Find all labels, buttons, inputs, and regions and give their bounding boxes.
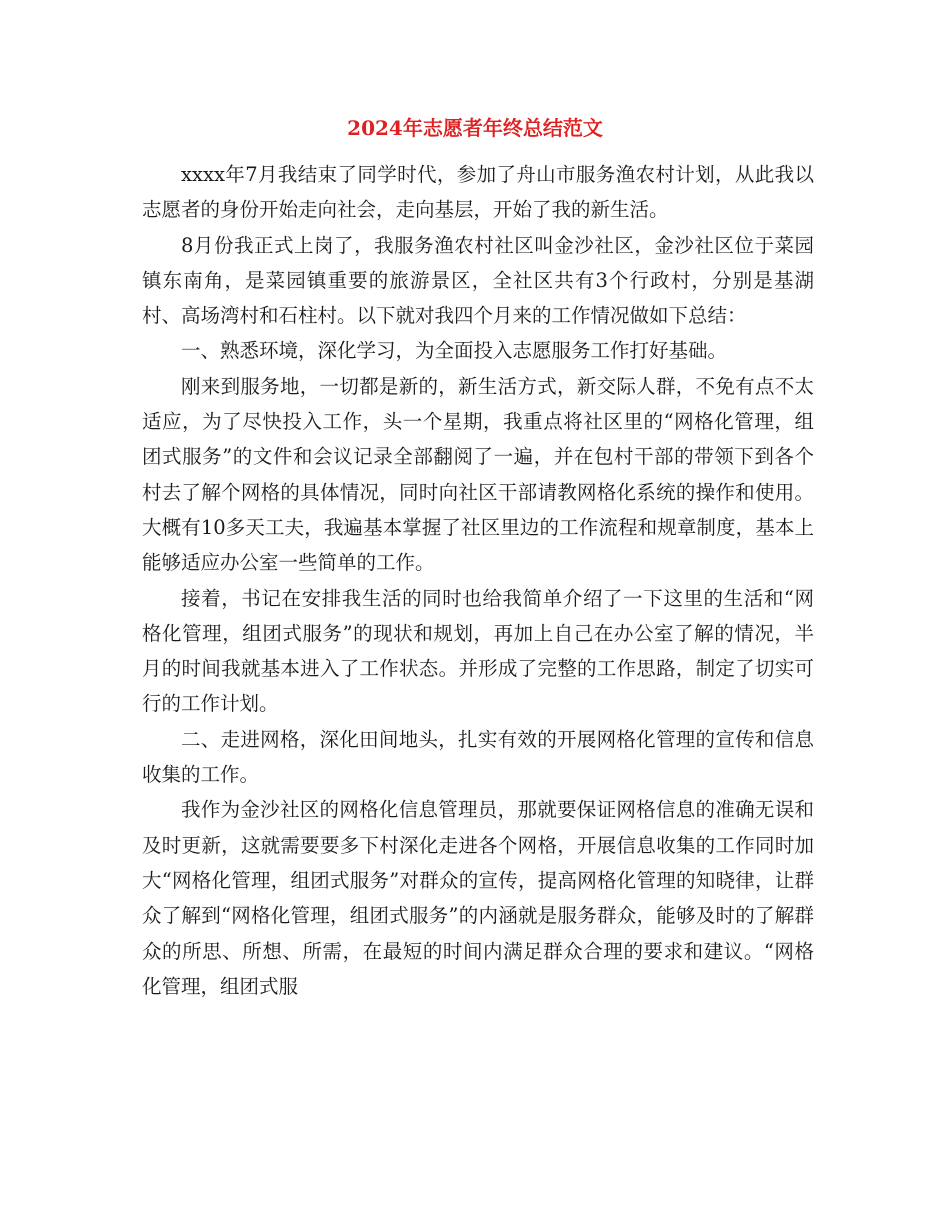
section-heading-1: 一、熟悉环境，深化学习，为全面投入志愿服务工作打好基础。 [181,339,728,363]
paragraph-secretary: 接着，书记在安排我生活的同时也给我简单介绍了一下这里的生活和“网格化管理，组团式服务”的现状和规划，再加上自己在办公室了解的情况，半月的时间我就基本进入了工作状态。并形成了完整的工作思路，制定了切实可行的工作计划。 [142,586,814,716]
paragraph-first-days: 刚来到服务地，一切都是新的，新生活方式，新交际人群，不免有点不太适应，为了尽快投入工作，头一个星期，我重点将社区里的“网格化管理，组团式服务”的文件和会议记录全部翻阅了一遍，并在包村干部的带领下到各个村去了解个网格的具体情况，同时向社区干部请教网格化系统的操作和使用。大概有10多天工夫，我遍基本掌握了社区里边的工作流程和规章制度，基本上能够适应办公室一些简单的工作。 [142,374,814,575]
paragraph-grid-manager: 我作为金沙社区的网格化信息管理员，那就要保证网格信息的准确无误和及时更新，这就需要要多下村深化走进各个网格，开展信息收集的工作同时加大“网格化管理，组团式服务”对群众的宣传，提高网格化管理的知晓律，让群众了解到“网格化管理，组团式服务”的内涵就是服务群众，能够及时的了解群众的所思、所想、所需，在最短的时间内满足群众合理的要求和建议。“网格化管理，组团式服 [142,798,814,998]
section-heading-2: 二、走进网格，深化田间地头，扎实有效的开展网格化管理的宣传和信息收集的工作。 [142,727,814,787]
paragraph-intro: xxxx年7月我结束了同学时代，参加了舟山市服务渔农村计划，从此我以志愿者的身份开始走向社会，走向基层，开始了我的新生活。 [142,163,814,222]
document-body [142,157,814,1004]
document-title: 2024年志愿者年终总结范文 [347,116,603,140]
paragraph-community: 8月份我正式上岗了，我服务渔农村社区叫金沙社区，金沙社区位于菜园镇东南角，是菜园镇重要的旅游景区，全社区共有3个行政村，分别是基湖村、高场湾村和石柱村。以下就对我四个月来的工作情况做如下总结： [142,233,814,328]
